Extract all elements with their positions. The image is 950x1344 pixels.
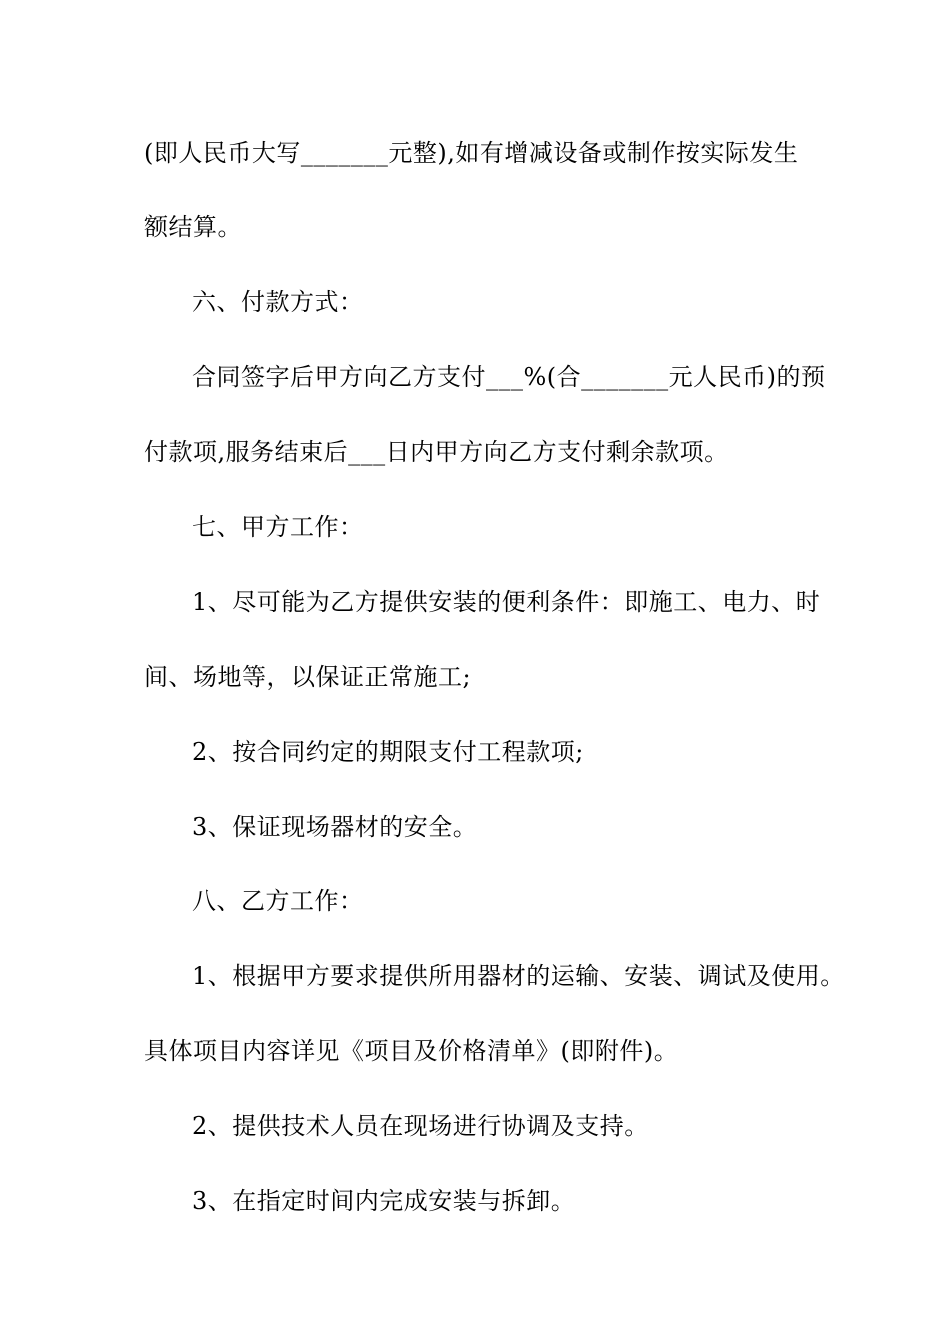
- list-item: 3、保证现场器材的安全。: [192, 813, 478, 841]
- list-item: 1、根据甲方要求提供所用器材的运输、安装、调试及使用。: [192, 962, 845, 990]
- paragraph-line: 合同签字后甲方向乙方支付___%(合_______元人民币)的预: [192, 363, 826, 391]
- section-heading-payment: 六、付款方式：: [192, 288, 364, 316]
- list-item: 2、按合同约定的期限支付工程款项;: [192, 738, 584, 766]
- list-item: 2、提供技术人员在现场进行协调及支持。: [192, 1112, 649, 1140]
- list-item: 3、在指定时间内完成安装与拆卸。: [192, 1187, 576, 1215]
- list-item-continuation: 具体项目内容详见《项目及价格清单》(即附件)。: [144, 1037, 679, 1065]
- list-item: 1、尽可能为乙方提供安装的便利条件：即施工、电力、时: [192, 588, 821, 616]
- paragraph-line: 付款项,服务结束后___日内甲方向乙方支付剩余款项。: [144, 438, 729, 466]
- section-heading-party-b: 八、乙方工作：: [192, 887, 364, 915]
- paragraph-line: 额结算。: [144, 213, 242, 241]
- paragraph-line: (即人民币大写_______元整),如有增减设备或制作按实际发生: [144, 139, 799, 167]
- section-heading-party-a: 七、甲方工作：: [192, 513, 364, 541]
- list-item-continuation: 间、场地等，以保证正常施工;: [144, 663, 472, 691]
